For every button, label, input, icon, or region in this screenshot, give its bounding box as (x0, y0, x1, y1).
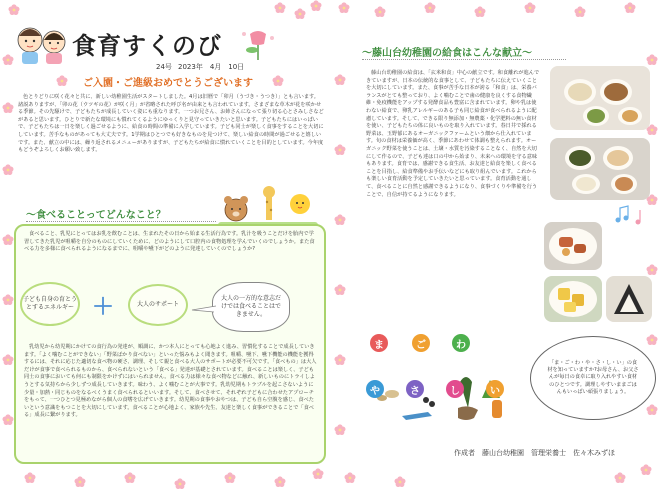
magowa-shi: し (446, 380, 464, 398)
newsletter-title: 食育すくのび (72, 32, 222, 60)
magowa-ma: ま (370, 334, 388, 352)
magowa-go: ご (412, 334, 430, 352)
magowa-wa: わ (452, 334, 470, 352)
bubble-child-energy-text: 子ども自身の育とうとするエネルギー (22, 296, 77, 311)
speech-tail (190, 302, 216, 316)
greeting-text: 色とりどりに咲く花々と共に、新しい幼稚園生活がスタートしました。4月は旧暦で「卯月（うづき・うつき）」とも言います。諸説ありますが、「卯の花（ウツギの花）が咲く月」が省略された呼び名が由来とも言われています。さまざまな草木が花を咲かせる季節。その先駆けで、子どもたちが成長していく姿にも重なります。一つお兄さん、お姉さんになって張り切る心とさみしさなどがあると思います。ひとりで新たな環境にも慣れてくるようにゆっくりと見守っていきたいと思います。子どもたちにはいっぱいで、子どもたちは一日を楽しく過ごせるように、給食の時間の準備に入学しています。子ども同士が楽しく食事をすることを大切にしています。苦手なものがあっても大丈夫です。1学期はひとつでも好きなものを見つけて、楽しい給食の時間が過ごせると嬉しいです。また、献立の中には、繰り返されるメニューがありますが、子どもたちが給食に慣れていくことを目的としています。今年度もどうぞよろしくお願い致します。 (18, 94, 324, 154)
magowa-tip-bubble (530, 336, 656, 420)
plus-sign: ＋ (92, 295, 115, 320)
magowa-ya: や (366, 380, 384, 398)
magowa-tip-text: 「ま・ご・わ・や・さ・し・い」の食材を知っていますか?お母さん、お父さんが毎日の食卓に取り入れやすい食材のひとつです。調理しやすいままごはんもいっぱい頑張りましょう。 (547, 359, 639, 395)
meal-photo-2 (550, 138, 650, 200)
magowa-i: い (486, 380, 504, 398)
menu-heading: ～藤山台幼稚園の給食はこんな献立～ (362, 48, 532, 59)
food-heading: ～食べることってどんなこと？ (26, 210, 166, 221)
food-intro-text: 食べること、乳児にとってはお乳を飲むことは、生まれたその日から始まる生活行為です。乳汁を吸うことだけを胎内で学習してきた乳児が咀嚼を自分のものにしていくために、どのようにして口腔内の食物処理を学んでいくのでしょうか。また食べる力を多様に食べられるようになるまでに、咀嚼や嚥下がどのように発達していくのでしょうか? (24, 231, 315, 253)
menu-body-text: 藤山台幼稚園の給食は、「玄米和食」中心の献立です。和食離れが進んできていますが、日本の伝統的な食事として、子どもたちに伝えていくことを大切にしています。また、食事が苦手な日本が誇る「和食」は、栄養バランスがとても整っており、よく噛むことで歯の健康を良くする食物繊維・免疫機能をアップする発酵食品も豊富に含まれています。卵や乳は使わない給食で、卵乳アレルギーのある子も同じ給食が食べられるように配慮しています。そして、できる限り無添加・無農薬・化学肥料の無い食材を使い、子どもたちの体に良いものを取り入れています。春日井で採れる野菜は、玉野郁にあるオーガニックファームという畑から仕入れています。旬の食材は栄養価が高く、季節にあわせて体調も整えられます。オーガニック野菜を使うことは、土壌・水質を汚染することなく、自然を大切にして作るので、子ども達は口の中から始まり、未来への環境を守る意味もあります。食育では、感謝できる食生活、お友達と給食を楽しく食べることを目指し、給食準備やお手伝いなどにも取り組んでいます。これからも楽しい食育活動を予定していきたいと思っています。食育活動を通して、食べることに自然と感謝できるようになり、食事づくりや準備を行うことで、自信が持てるようになります。 (366, 70, 540, 198)
issue-date: 2023年 4月 10日 (178, 63, 245, 71)
bubble-adult-support (128, 284, 188, 326)
bubble-child-energy (20, 282, 80, 326)
menu-heading-underline (362, 59, 566, 60)
kids-illustration-left (14, 22, 70, 66)
tulip-icon (238, 26, 278, 62)
bubble-adult-will (212, 282, 290, 332)
bubble-adult-will-text: 大人の一方的な意志だけでは食べることはできません。 (220, 295, 281, 318)
bubble-adult-support-text: 大人のサポート (136, 301, 179, 308)
food-body-text: 乳幼児から幼児期にかけての食行為の発達が、順調に、かつ本人にとっても心地よく進み、習慣化することで成長していきます。「よく噛むことができない」「野菜ばかり食べない」といった悩みもよく聞きます。咀嚼、嚥下、嚥下機能の機能を獲得するには、それに応じた適切な食べ物の硬さ、調理、そして親と食べる大人のサポートが必要不可欠です。「食べもの」は大人だけが食事で食べられるものから、食べられないという「食べる」発達が基礎とされています。食べることは楽しく、子ども同士の食事においても何にも制限をかけずにはいられません。食べる力は様々な食べ物などに触れ、新しいものにトライしようとする気持ちから少しずつ成長していきます。味わう、よく噛むことが大事です。乳幼児期もトラブルを起こさないように少量・加熱・同じものをなるべくうまく食べられるといいます。そして、食べさせて、それぞれ子どもに合わせたアプローチをもって、一つひとつ見極めながら個人の食嗜を広げていきます。幼児期の食事やおやつは、子ども自ら空腹を感じ、食べたいという意識をもつことを大切にしています。食べることが心地よく、家族や先生、友達と楽しく食事ができることで「食べる」成長に繋がります。 (24, 344, 317, 419)
meal-photo-3 (544, 222, 602, 270)
music-notes-icon (614, 204, 648, 226)
meal-photo-1 (550, 66, 650, 130)
greeting-heading: ご入園・ご進級おめでとうございます (83, 78, 253, 89)
food-heading-underline (26, 221, 216, 222)
author-credit: 作成者 藤山台幼稚園 管理栄養士 佐々木みずほ (454, 449, 615, 457)
issue-number: 24号 (156, 63, 172, 71)
magowa-sa: さ (406, 380, 424, 398)
meal-photo-5 (606, 276, 652, 322)
meal-photo-4 (544, 276, 602, 322)
